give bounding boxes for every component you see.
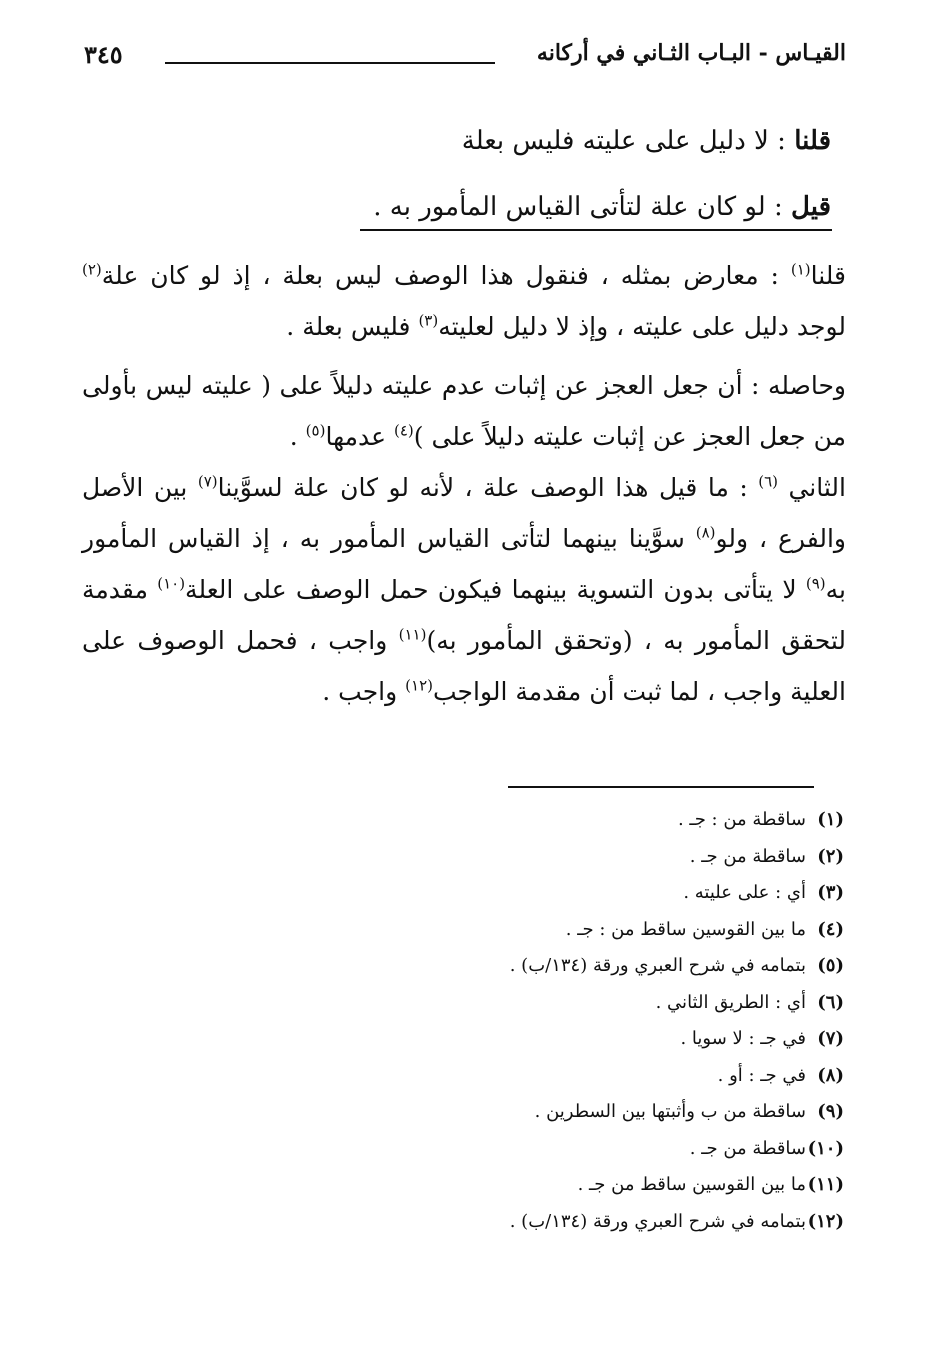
header-rule xyxy=(165,62,495,64)
footnote-number: (٧) xyxy=(817,1028,844,1049)
footnote-number: (١١) xyxy=(807,1174,844,1195)
footnote-text: بتمامه في شرح العبري ورقة (١٣٤/ب) . xyxy=(509,1210,806,1232)
footnote-text: ساقطة من ب وأثبتها بين السطرين . xyxy=(534,1101,806,1122)
running-header-title: القيـاس - البـاب الثـاني في أركانه xyxy=(536,40,846,66)
text-segment: : معارض بمثله ، فنقول هذا الوصف ليس بعلة ، إذ لو كان علة xyxy=(101,261,791,290)
statement-line-1 xyxy=(462,126,831,156)
footnote-ref: (٦) xyxy=(758,472,778,491)
footnote-text: ساقطة من جـ . xyxy=(689,1137,806,1159)
footnote-item xyxy=(510,875,844,912)
page-number: ٣٤٥ xyxy=(84,40,123,69)
footnote-item xyxy=(510,802,844,839)
footnote-item xyxy=(510,839,844,876)
text-segment: الثاني xyxy=(778,473,846,502)
footnote-item xyxy=(510,1021,844,1058)
footnote-text: أي : على عليته . xyxy=(683,882,806,903)
footnote-item xyxy=(510,948,844,985)
footnote-text: بتمامه في شرح العبري ورقة (١٣٤/ب) . xyxy=(509,955,806,976)
footnote-item xyxy=(510,1058,844,1095)
text-segment: واجب . xyxy=(322,677,406,706)
footnote-text: في جـ : أو . xyxy=(717,1064,806,1086)
text-segment: عدمها xyxy=(325,422,394,451)
footnote-item xyxy=(510,1094,844,1131)
statement-lead: قلنا xyxy=(794,126,831,156)
footnote-item xyxy=(510,1204,844,1241)
statement-line-2 xyxy=(373,192,831,222)
footnote-number: (٢) xyxy=(817,845,844,867)
text-segment: سوَّينا بينهما لتأتى القياس المأمور به ، إذ القياس المأمور به xyxy=(82,524,846,604)
footnote-text: ما بين القوسين ساقط من : جـ . xyxy=(565,918,806,940)
footnote-ref: (١١) xyxy=(398,625,427,644)
footnote-number: (١٠) xyxy=(807,1137,844,1159)
text-segment: مقدمة لتحقق المأمور به ، (وتحقق المأمور به) xyxy=(82,575,846,655)
footnote-item xyxy=(510,985,844,1022)
footnote-number: (٥) xyxy=(817,955,844,976)
paragraph-3 xyxy=(82,462,846,717)
text-segment: واجب ، فحمل الوصوف على العلية واجب ، لما ثبت أن مقدمة الواجب xyxy=(82,626,846,706)
footnote-number: (٣) xyxy=(817,882,844,903)
footnote-ref: (٥) xyxy=(305,421,326,440)
footnote-ref: (١٢) xyxy=(405,676,433,695)
paragraph-2 xyxy=(82,360,846,462)
footnote-text: ما بين القوسين ساقط من جـ . xyxy=(577,1174,806,1195)
footnote-separator xyxy=(508,786,814,788)
text-segment: لا يتأتى بدون التسوية بينهما فيكون حمل الوصف على العلة xyxy=(185,575,806,604)
paragraph-1 xyxy=(82,250,846,352)
footnote-list xyxy=(510,802,844,1240)
footnote-number: (٤) xyxy=(817,918,844,940)
text-segment: وحاصله : أن جعل العجز عن إثبات عدم عليته دليلاً على ( عليته ليس بأولى من جعل العجز عن إثبات عليته دليلاً على ) xyxy=(82,371,846,451)
statement-lead: قيل xyxy=(791,192,831,222)
footnote-number: (١٢) xyxy=(807,1210,844,1232)
footnote-item xyxy=(510,912,844,949)
statement-underline xyxy=(360,229,832,231)
footnote-number: (٨) xyxy=(817,1064,844,1086)
footnote-text: ساقطة من : جـ . xyxy=(677,809,806,830)
footnote-text: أي : الطريق الثاني . xyxy=(655,991,806,1013)
text-segment: . xyxy=(289,422,306,451)
footnote-item xyxy=(510,1167,844,1204)
text-segment: لوجد دليل على عليته ، وإذ لا دليل لعليته xyxy=(438,312,846,341)
statement-text: : لا دليل على عليته فليس بعلة xyxy=(461,126,795,156)
footnote-ref: (١) xyxy=(790,260,811,279)
footnote-number: (٦) xyxy=(817,991,844,1013)
footnote-ref: (٩) xyxy=(805,574,826,593)
footnote-text: ساقطة من جـ . xyxy=(689,845,806,867)
text-segment: قلنا xyxy=(810,261,846,290)
footnote-ref: (٣) xyxy=(418,311,439,330)
footnote-text: في جـ : لا سويا . xyxy=(680,1028,806,1049)
footnote-ref: (٤) xyxy=(393,421,414,440)
text-segment: : ما قيل هذا الوصف علة ، لأنه لو كان علة لسوَّينا xyxy=(217,473,759,502)
footnote-number: (١) xyxy=(817,809,844,830)
statement-text: : لو كان علة لتأتى القياس المأمور به . xyxy=(373,192,792,222)
text-segment: فليس بعلة . xyxy=(286,312,419,341)
footnote-ref: (٧) xyxy=(197,472,218,491)
footnote-item xyxy=(510,1131,844,1168)
footnote-ref: (٨) xyxy=(695,523,716,542)
footnote-number: (٩) xyxy=(817,1101,844,1122)
footnote-ref: (١٠) xyxy=(157,574,186,593)
footnote-ref: (٢) xyxy=(82,260,102,279)
text-segment: بين الأصل والفرع ، ولو xyxy=(82,473,846,553)
